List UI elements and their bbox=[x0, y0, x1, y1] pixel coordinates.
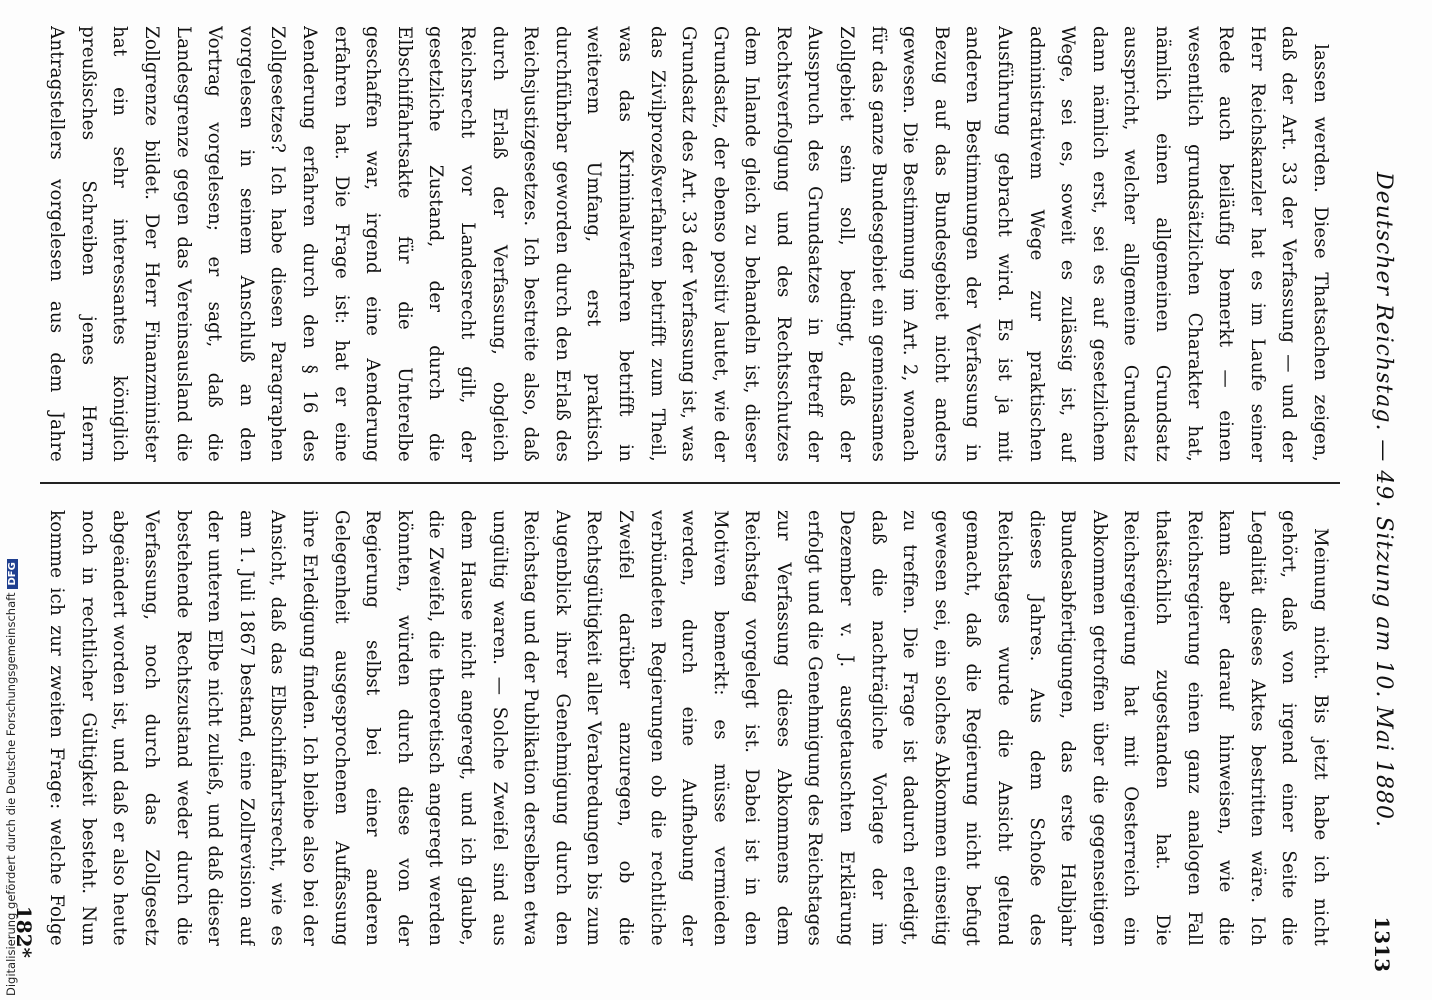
page-number: 1313 bbox=[1370, 916, 1394, 972]
paragraph: lassen werden. Diese Thatsachen zeigen, daß der Art. 33 der Verfassung — und der Herr Reichskanzler hat es im Laufe seiner Rede auch beiläufig bemerkt — einen wesentlich grundsätzlichen Charakter hat, nämlich einen allgemeinen Grundsatz ausspricht, welcher allgemeine Grundsatz dann nämlich erst, sei es auf gesetzlichem Wege, sei es, soweit es zulässig ist, auf administrativem Wege zur praktischen Ausführung gebracht wird. Es ist ja mit anderen Bestimmungen der Verfassung in Bezug auf das Bundesgebiet nicht anders gewesen. Die Bestimmung im Art. 2, wonach für das ganze Bundesgebiet ein gemeinsames Zollgebiet sein soll, bedingt, daß der Ausspruch des Grundsatzes in Betreff der Rechtsverfolgung und des Rechtsschutzes dem Inlande gleich zu behandeln ist, dieser Grundsatz, der ebenso positiv lautet, wie der Grundsatz des Art. 33 der Verfassung ist, was das Zivilprozeßverfahren betrifft zum Theil, was das Kriminalverfahren betrifft in weiterem Umfang, erst praktisch durchführbar geworden durch den Erlaß des Reichsjustizgesetzes. Ich bestreite also, daß durch Erlaß der Verfassung, obgleich Reichsrecht vor Landesrecht gilt, der gesetzliche Zustand, der durch die Elbschiffahrtsakte für die Unterelbe geschaffen war, irgend eine Aenderung erfahren hat. Die Frage ist: hat er eine Aenderung erfahren durch den § 16 des Zollgesetzes? Ich habe diesen Paragraphen vorgelesen in seinem Anschluß an den Vortrag vorgelesen; er sagt, daß die Landesgrenze gegen das Vereinsausland die Zollgrenze bildet. Der Herr Finanzminister hat ein sehr interessantes königlich preußisches Schreiben jenes Herrn Antragstellers vorgelesen aus dem Jahre bbox=[46, 26, 1331, 462]
dfg-logo-icon: DFG bbox=[7, 559, 18, 588]
signature-mark: 182* bbox=[12, 905, 36, 958]
page-header bbox=[1362, 28, 1396, 972]
digitization-credit bbox=[4, 562, 26, 996]
text-column-left bbox=[46, 26, 1336, 462]
text-column-right bbox=[46, 510, 1336, 946]
credit-text: Digitalisierung gefördert durch die Deutsche Forschungsgemeinschaft bbox=[4, 592, 18, 996]
paragraph: Meinung nicht. Bis jetzt habe ich nicht gehört, daß von irgend einer Seite die Legalität dieses Aktes bestritten wäre. Ich kann aber darauf hinweisen, wie die Reichsregierung einen ganz analogen Fall thatsächlich zugestanden hat. Die Reichsregierung hat mit Oesterreich ein Abkommen getroffen über die gegenseitigen Bundesabfertigungen, das erste Halbjahr dieses Jahres. Aus dem Schoße des Reichstages wurde die Ansicht geltend gemacht, daß die Regierung nicht befugt gewesen sei, ein solches Abkommen einseitig zu treffen. Die Frage ist dadurch erledigt, daß die nachträgliche Vorlage der im Dezember v. J. ausgetauschten Erklärung erfolgt und die Genehmigung des Reichstages zur Verfassung dieses Abkommens dem Reichstag vorgelegt ist. Dabei ist in den Motiven bemerkt: es müsse vermieden werden, durch eine Aufhebung der verbündeten Regierungen ob die rechtliche Zweifel darüber anzuregen, ob die Rechtsgültigkeit aller Verabredungen bis zum Augenblick ihrer Genehmigung durch den Reichstag und der Publikation derselben etwa ungültig waren. — Solche Zweifel sind aus dem Hause nicht angeregt, und ich glaube, die Zweifel, die theoretisch angeregt werden könnten, würden durch diese von der Regierung selbst bei einer anderen Gelegenheit ausgesprochenen Auffassung ihre Erledigung finden. Ich bleibe also bei der Ansicht, daß das Elbschiffahrtsrecht, wie es am 1. Juli 1867 bestand, eine Zollrevision auf der unteren Elbe nicht zuließ, und daß dieser bestehende Rechtszustand weder durch die Verfassung, noch durch das Zollgesetz abgeändert worden ist, und daß er also heute noch in rechtlicher Gültigkeit besteht. Nun komme ich zur zweiten Frage: welche Folge bbox=[46, 510, 1331, 946]
page-title: Deutscher Reichstag. — 49. Sitzung am 10. Mai 1880. bbox=[1371, 172, 1396, 828]
column-divider bbox=[40, 482, 1340, 484]
